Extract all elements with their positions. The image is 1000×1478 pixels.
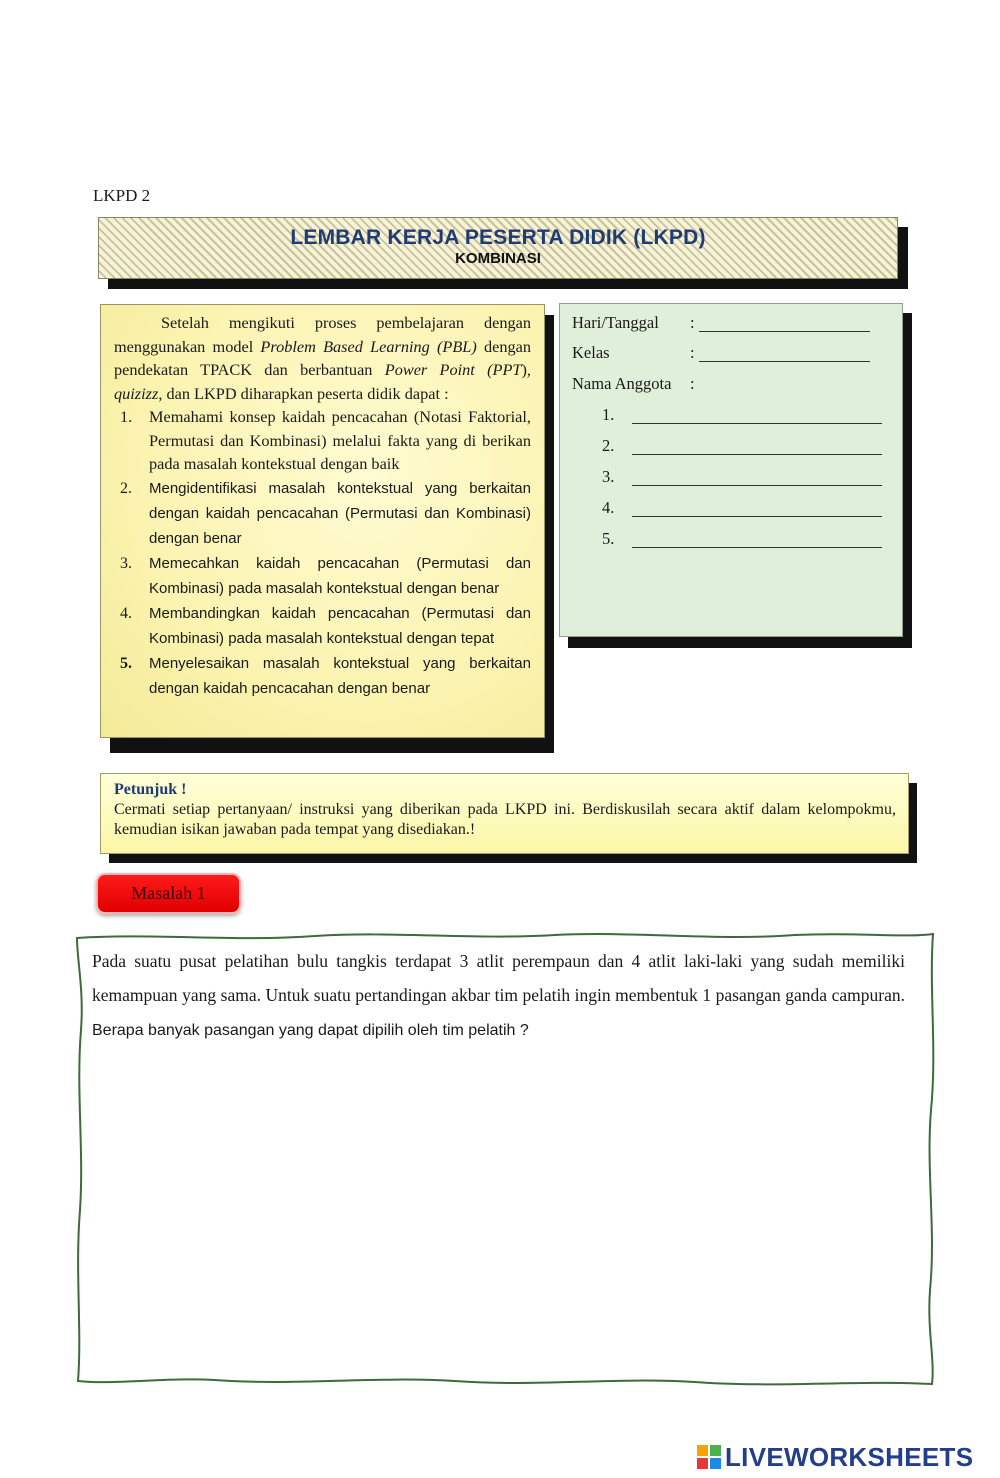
objectives-intro [114, 311, 531, 405]
problem-statement: Pada suatu pusat pelatihan bulu tangkis terdapat 3 atlit perempaun dan 4 atlit laki-laki yang sudah memiliki kemampuan yang sama. Untuk suatu pertandingan akbar tim pelatih ingin membentuk 1 pasangan ganda campuran. [92, 951, 905, 1005]
objective-text: Mengidentifikasi masalah kontekstual yang berkaitan dengan kaidah pencacahan (Permutasi dan Kombinasi) dengan benar [149, 479, 531, 547]
member-field[interactable] [632, 516, 882, 517]
date-label: Hari/Tanggal [572, 313, 659, 332]
instructions-box [100, 773, 909, 854]
date-field[interactable] [699, 331, 870, 332]
page-title: LEMBAR KERJA PESERTA DIDIK (LKPD) [290, 226, 706, 249]
intro-part: ), [521, 360, 531, 379]
watermark-text: LIVEWORKSHEETS [725, 1441, 974, 1472]
objective-item [114, 476, 531, 551]
member-number: 3. [602, 467, 615, 486]
objective-item [114, 405, 531, 476]
member-number: 2. [602, 436, 615, 455]
intro-part: , dan LKPD diharapkan peserta didik dapat : [158, 383, 449, 403]
liveworksheets-watermark [697, 1441, 973, 1473]
objective-number: 4. [120, 604, 132, 622]
member-field[interactable] [632, 454, 882, 455]
member-number: 1. [602, 405, 615, 424]
objective-number: 5. [120, 654, 132, 672]
objective-text: Memecahkan kaidah pencacahan (Permutasi dan Kombinasi) pada masalah kontekstual dengan benar [149, 554, 531, 597]
problem-text [92, 944, 905, 1048]
member-number: 5. [602, 529, 615, 548]
member-number: 4. [602, 498, 615, 517]
date-colon: : [690, 313, 695, 332]
title-banner [98, 217, 898, 279]
page-subtitle: KOMBINASI [455, 250, 541, 267]
intro-part: Setelah mengikuti proses pembelajaran dengan menggunakan model [114, 313, 531, 356]
objective-number: 3. [120, 554, 132, 572]
intro-part: quizizz [114, 383, 159, 403]
members-label: Nama Anggota [572, 374, 672, 393]
objective-item [114, 651, 531, 701]
members-colon: : [690, 374, 695, 393]
objectives-box [100, 304, 545, 738]
objective-number: 1. [120, 407, 133, 426]
instructions-title: Petunjuk ! [114, 781, 187, 798]
objective-item [114, 551, 531, 601]
class-label: Kelas [572, 343, 610, 362]
objective-text: Memahami konsep kaidah pencacahan (Notasi Faktorial, Permutasi dan Kombinasi) melalui fakta yang di berikan pada masalah kontekstual dengan baik [149, 407, 531, 473]
member-field[interactable] [632, 423, 882, 424]
objective-text: Menyelesaikan masalah kontekstual yang berkaitan dengan kaidah pencacahan dengan benar [149, 654, 531, 697]
liveworksheets-logo-icon [697, 1445, 721, 1469]
instructions-text: Cermati setiap pertanyaan/ instruksi yang diberikan pada LKPD ini. Berdiskusilah secara aktif dalam kelompokmu, kemudian isikan jawaban pada tempat yang disediakan.! [114, 801, 896, 838]
problem-question: Berapa banyak pasangan yang dapat dipilih oleh tim pelatih ? [92, 1022, 529, 1039]
member-field[interactable] [632, 547, 882, 548]
objective-item [114, 601, 531, 651]
objectives-list [114, 405, 531, 701]
member-field[interactable] [632, 485, 882, 486]
objective-number: 2. [120, 479, 132, 497]
problem-label-badge: Masalah 1 [96, 873, 241, 914]
intro-part: Problem Based Learning (PBL) [260, 336, 477, 356]
identity-box [559, 303, 903, 637]
class-field[interactable] [699, 361, 870, 362]
objective-text: Membandingkan kaidah pencacahan (Permutasi dan Kombinasi) pada masalah kontekstual dengan tepat [149, 604, 531, 647]
class-colon: : [690, 343, 695, 362]
intro-part: Power Point (PPT [384, 360, 522, 379]
document-label: LKPD 2 [93, 186, 151, 205]
intro-part: dengan pendekatan TPACK dan berbantuan [114, 336, 531, 379]
